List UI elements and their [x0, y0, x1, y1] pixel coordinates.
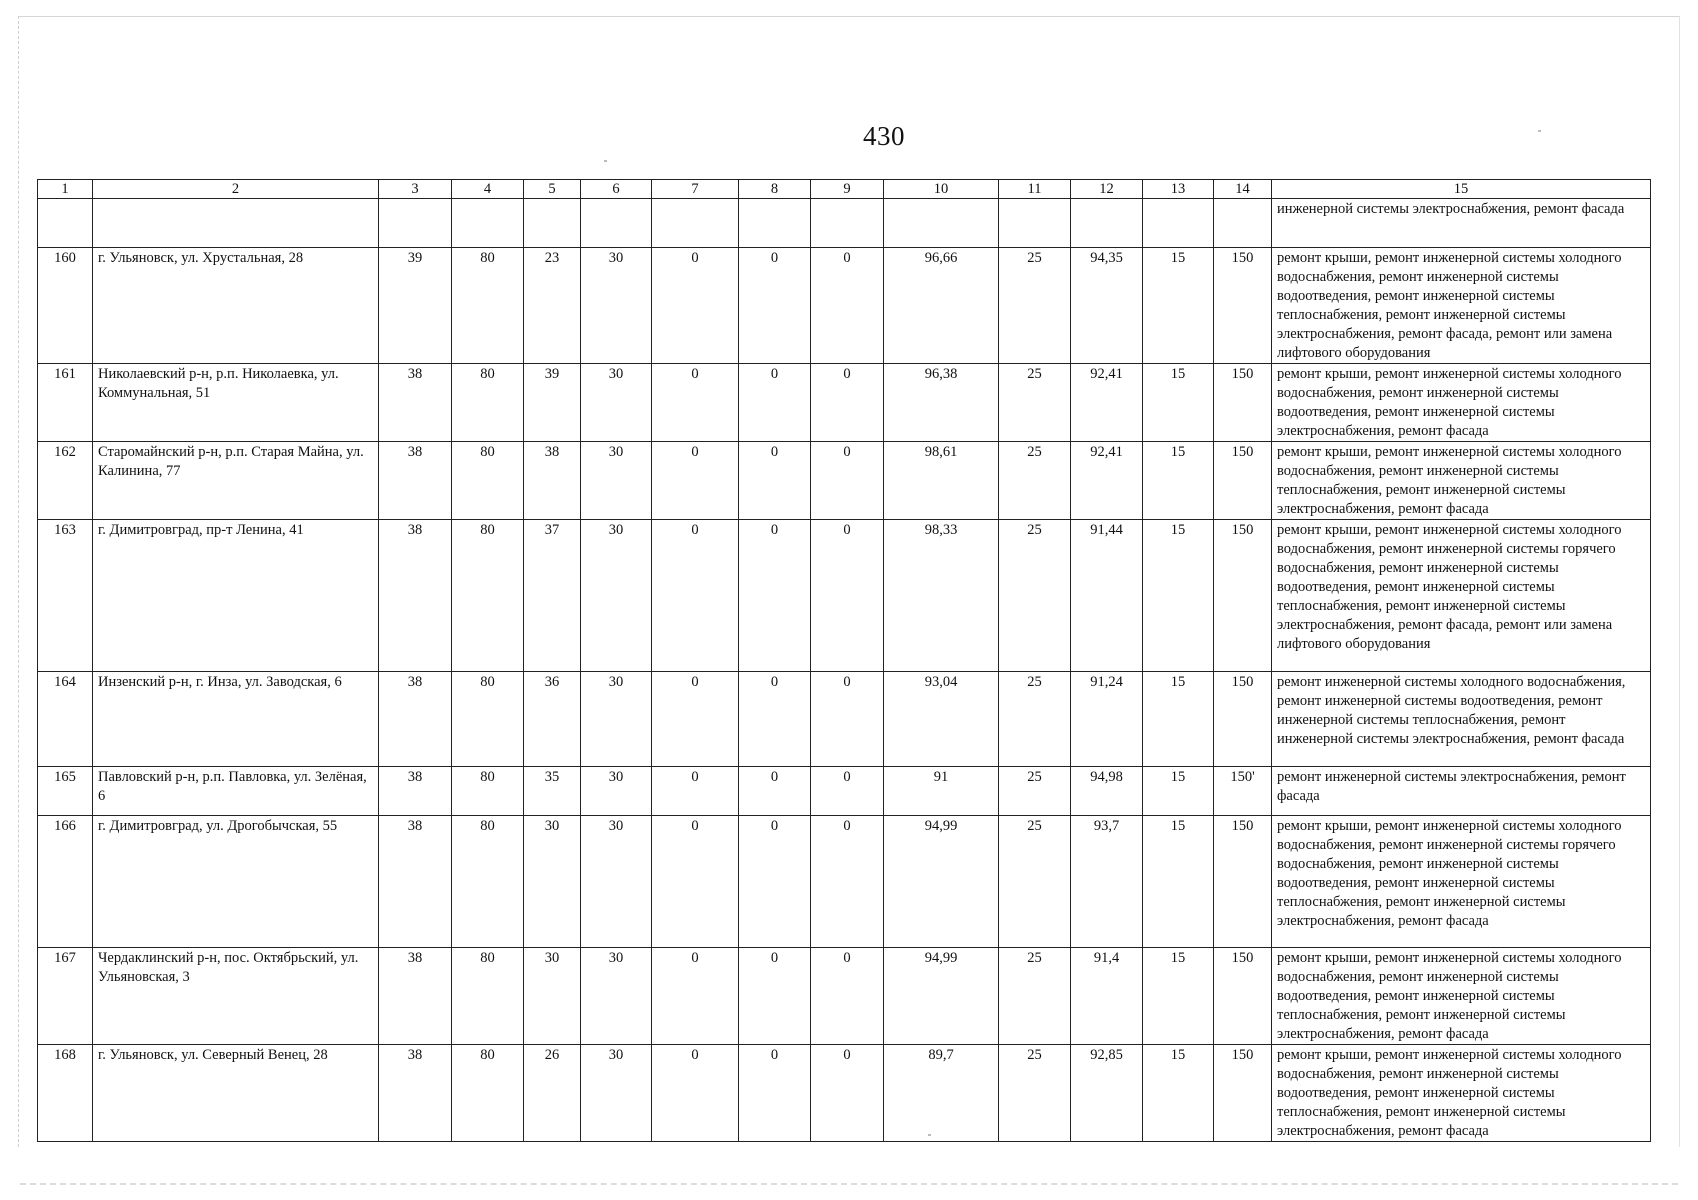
row-number-cell: 167 [38, 948, 93, 1045]
column-header: 11 [999, 180, 1071, 199]
table-row [38, 816, 1651, 948]
value-cell: 91,24 [1071, 672, 1143, 767]
value-cell: 96,38 [884, 364, 999, 442]
value-cell: 38 [379, 948, 452, 1045]
value-cell: 30 [581, 767, 652, 816]
value-cell: 0 [811, 442, 884, 520]
column-header: 1 [38, 180, 93, 199]
value-cell: 38 [379, 520, 452, 672]
row-number-cell: 166 [38, 816, 93, 948]
column-header: 15 [1272, 180, 1651, 199]
address-cell: Старомайнский р-н, р.п. Старая Майна, ул. Калинина, 77 [93, 442, 379, 520]
value-cell: 25 [999, 948, 1071, 1045]
works-cell: ремонт крыши, ремонт инженерной системы холодного водоснабжения, ремонт инженерной системы водоотведения, ремонт инженерной системы теплоснабжения, ремонт инженерной системы электроснабжения, ремонт фасада [1272, 948, 1651, 1045]
value-cell: 39 [524, 364, 581, 442]
value-cell: 0 [739, 248, 811, 364]
value-cell: 150 [1214, 816, 1272, 948]
value-cell: 37 [524, 520, 581, 672]
value-cell: 94,35 [1071, 248, 1143, 364]
value-cell: 38 [379, 442, 452, 520]
value-cell: 91 [884, 767, 999, 816]
value-cell: 25 [999, 248, 1071, 364]
value-cell: 150 [1214, 1045, 1272, 1142]
value-cell: 15 [1143, 520, 1214, 672]
value-cell: 39 [379, 248, 452, 364]
value-cell: 150 [1214, 364, 1272, 442]
value-cell: 30 [581, 364, 652, 442]
address-cell: Чердаклинский р-н, пос. Октябрьский, ул. Ульяновская, 3 [93, 948, 379, 1045]
column-header: 14 [1214, 180, 1272, 199]
value-cell: 25 [999, 364, 1071, 442]
value-cell: 30 [581, 672, 652, 767]
value-cell: 80 [452, 672, 524, 767]
value-cell: 0 [652, 816, 739, 948]
value-cell: 30 [581, 248, 652, 364]
row-number-cell: 168 [38, 1045, 93, 1142]
value-cell: 80 [452, 520, 524, 672]
value-cell: 80 [452, 442, 524, 520]
scan-speck [928, 1134, 931, 1136]
value-cell: 94,99 [884, 816, 999, 948]
table-row [38, 364, 1651, 442]
address-cell: г. Димитровград, пр-т Ленина, 41 [93, 520, 379, 672]
table-row [38, 672, 1651, 767]
value-cell: 0 [652, 948, 739, 1045]
value-cell: 0 [811, 520, 884, 672]
value-cell: 0 [652, 767, 739, 816]
value-cell: 80 [452, 816, 524, 948]
works-cell: ремонт крыши, ремонт инженерной системы холодного водоснабжения, ремонт инженерной системы теплоснабжения, ремонт инженерной системы электроснабжения, ремонт фасада [1272, 442, 1651, 520]
value-cell: 30 [524, 816, 581, 948]
value-cell: 15 [1143, 1045, 1214, 1142]
works-cell: ремонт инженерной системы холодного водоснабжения, ремонт инженерной системы водоотведения, ремонт инженерной системы теплоснабжения, ремонт инженерной системы электроснабжения, ремонт фасада [1272, 672, 1651, 767]
value-cell: 89,7 [884, 1045, 999, 1142]
table-row [38, 442, 1651, 520]
houses-table [37, 179, 1651, 1142]
value-cell: 150' [1214, 767, 1272, 816]
value-cell: 94,98 [1071, 767, 1143, 816]
works-cell: ремонт крыши, ремонт инженерной системы холодного водоснабжения, ремонт инженерной системы горячего водоснабжения, ремонт инженерной системы водоотведения, ремонт инженерной системы теплоснабжения, ремонт инженерной системы электроснабжения, ремонт фасада [1272, 816, 1651, 948]
value-cell: 30 [524, 948, 581, 1045]
address-cell: Николаевский р-н, р.п. Николаевка, ул. Коммунальная, 51 [93, 364, 379, 442]
column-header: 4 [452, 180, 524, 199]
table-row [38, 948, 1651, 1045]
value-cell: 38 [379, 672, 452, 767]
value-cell: 150 [1214, 520, 1272, 672]
value-cell: 15 [1143, 364, 1214, 442]
value-cell: 36 [524, 672, 581, 767]
value-cell: 25 [999, 442, 1071, 520]
value-cell: 25 [999, 1045, 1071, 1142]
page-bottom-edge [20, 1183, 1678, 1185]
address-cell: Павловский р-н, р.п. Павловка, ул. Зелёная, 6 [93, 767, 379, 816]
value-cell: 30 [581, 948, 652, 1045]
value-cell: 93,7 [1071, 816, 1143, 948]
value-cell: 38 [379, 1045, 452, 1142]
row-number-cell: 164 [38, 672, 93, 767]
row-number-cell: 163 [38, 520, 93, 672]
value-cell: 150 [1214, 248, 1272, 364]
column-header: 10 [884, 180, 999, 199]
value-cell: 92,85 [1071, 1045, 1143, 1142]
value-cell: 96,66 [884, 248, 999, 364]
value-cell: 0 [652, 1045, 739, 1142]
value-cell: 38 [524, 442, 581, 520]
value-cell: 0 [739, 767, 811, 816]
address-cell: Инзенский р-н, г. Инза, ул. Заводская, 6 [93, 672, 379, 767]
value-cell: 0 [739, 1045, 811, 1142]
value-cell: 98,33 [884, 520, 999, 672]
value-cell: 30 [581, 816, 652, 948]
value-cell: 15 [1143, 767, 1214, 816]
value-cell: 0 [652, 248, 739, 364]
value-cell: 93,04 [884, 672, 999, 767]
value-cell: 98,61 [884, 442, 999, 520]
table-row [38, 248, 1651, 364]
value-cell: 15 [1143, 672, 1214, 767]
value-cell: 0 [652, 520, 739, 672]
row-number-cell: 160 [38, 248, 93, 364]
value-cell: 150 [1214, 672, 1272, 767]
value-cell: 0 [811, 816, 884, 948]
value-cell: 0 [652, 364, 739, 442]
value-cell: 0 [739, 520, 811, 672]
column-header: 2 [93, 180, 379, 199]
value-cell: 30 [581, 442, 652, 520]
table-row [38, 1045, 1651, 1142]
value-cell: 15 [1143, 816, 1214, 948]
works-cell: ремонт крыши, ремонт инженерной системы холодного водоснабжения, ремонт инженерной системы водоотведения, ремонт инженерной системы теплоснабжения, ремонт инженерной системы электроснабжения, ремонт фасада [1272, 1045, 1651, 1142]
row-number-cell: 162 [38, 442, 93, 520]
value-cell: 26 [524, 1045, 581, 1142]
column-header: 9 [811, 180, 884, 199]
works-cell: ремонт крыши, ремонт инженерной системы холодного водоснабжения, ремонт инженерной системы горячего водоснабжения, ремонт инженерной системы водоотведения, ремонт инженерной системы теплоснабжения, ремонт инженерной системы электроснабжения, ремонт фасада, ремонт или замена лифтового оборудования [1272, 520, 1651, 672]
works-cell: инженерной системы электроснабжения, ремонт фасада [1272, 199, 1651, 248]
row-number-cell: 165 [38, 767, 93, 816]
value-cell: 23 [524, 248, 581, 364]
value-cell: 38 [379, 364, 452, 442]
table-row [38, 767, 1651, 816]
value-cell: 15 [1143, 948, 1214, 1045]
value-cell: 0 [811, 364, 884, 442]
works-cell: ремонт крыши, ремонт инженерной системы холодного водоснабжения, ремонт инженерной системы водоотведения, ремонт инженерной системы электроснабжения, ремонт фасада [1272, 364, 1651, 442]
row-number-cell: 161 [38, 364, 93, 442]
value-cell: 0 [811, 767, 884, 816]
value-cell: 25 [999, 767, 1071, 816]
value-cell: 80 [452, 248, 524, 364]
value-cell: 30 [581, 520, 652, 672]
value-cell: 25 [999, 520, 1071, 672]
value-cell: 80 [452, 767, 524, 816]
value-cell: 0 [811, 248, 884, 364]
value-cell: 0 [652, 442, 739, 520]
works-cell: ремонт инженерной системы электроснабжения, ремонт фасада [1272, 767, 1651, 816]
column-header: 3 [379, 180, 452, 199]
column-number-row [38, 180, 1651, 199]
column-header: 5 [524, 180, 581, 199]
value-cell: 80 [452, 364, 524, 442]
value-cell: 92,41 [1071, 442, 1143, 520]
value-cell: 0 [652, 672, 739, 767]
value-cell: 0 [811, 672, 884, 767]
value-cell: 15 [1143, 442, 1214, 520]
address-cell: г. Ульяновск, ул. Северный Венец, 28 [93, 1045, 379, 1142]
scan-speck [604, 160, 607, 162]
value-cell: 25 [999, 816, 1071, 948]
value-cell: 0 [739, 816, 811, 948]
value-cell: 25 [999, 672, 1071, 767]
value-cell: 30 [581, 1045, 652, 1142]
value-cell: 0 [739, 364, 811, 442]
value-cell: 0 [811, 1045, 884, 1142]
scan-speck [1538, 130, 1541, 132]
value-cell: 150 [1214, 948, 1272, 1045]
value-cell: 150 [1214, 442, 1272, 520]
value-cell: 0 [739, 442, 811, 520]
value-cell: 38 [379, 767, 452, 816]
column-header: 8 [739, 180, 811, 199]
address-cell: г. Ульяновск, ул. Хрустальная, 28 [93, 248, 379, 364]
address-cell: г. Димитровград, ул. Дрогобычская, 55 [93, 816, 379, 948]
value-cell: 80 [452, 1045, 524, 1142]
value-cell: 38 [379, 816, 452, 948]
column-header: 13 [1143, 180, 1214, 199]
value-cell: 15 [1143, 248, 1214, 364]
value-cell: 0 [739, 672, 811, 767]
value-cell: 0 [739, 948, 811, 1045]
column-header: 6 [581, 180, 652, 199]
value-cell: 35 [524, 767, 581, 816]
value-cell: 91,44 [1071, 520, 1143, 672]
column-header: 7 [652, 180, 739, 199]
page-number: 430 [863, 121, 905, 151]
continuation-row [38, 199, 1651, 248]
table-row [38, 520, 1651, 672]
value-cell: 94,99 [884, 948, 999, 1045]
works-cell: ремонт крыши, ремонт инженерной системы холодного водоснабжения, ремонт инженерной системы водоотведения, ремонт инженерной системы теплоснабжения, ремонт инженерной системы электроснабжения, ремонт фасада, ремонт или замена лифтового оборудования [1272, 248, 1651, 364]
value-cell: 91,4 [1071, 948, 1143, 1045]
value-cell: 92,41 [1071, 364, 1143, 442]
value-cell: 0 [811, 948, 884, 1045]
column-header: 12 [1071, 180, 1143, 199]
value-cell: 80 [452, 948, 524, 1045]
